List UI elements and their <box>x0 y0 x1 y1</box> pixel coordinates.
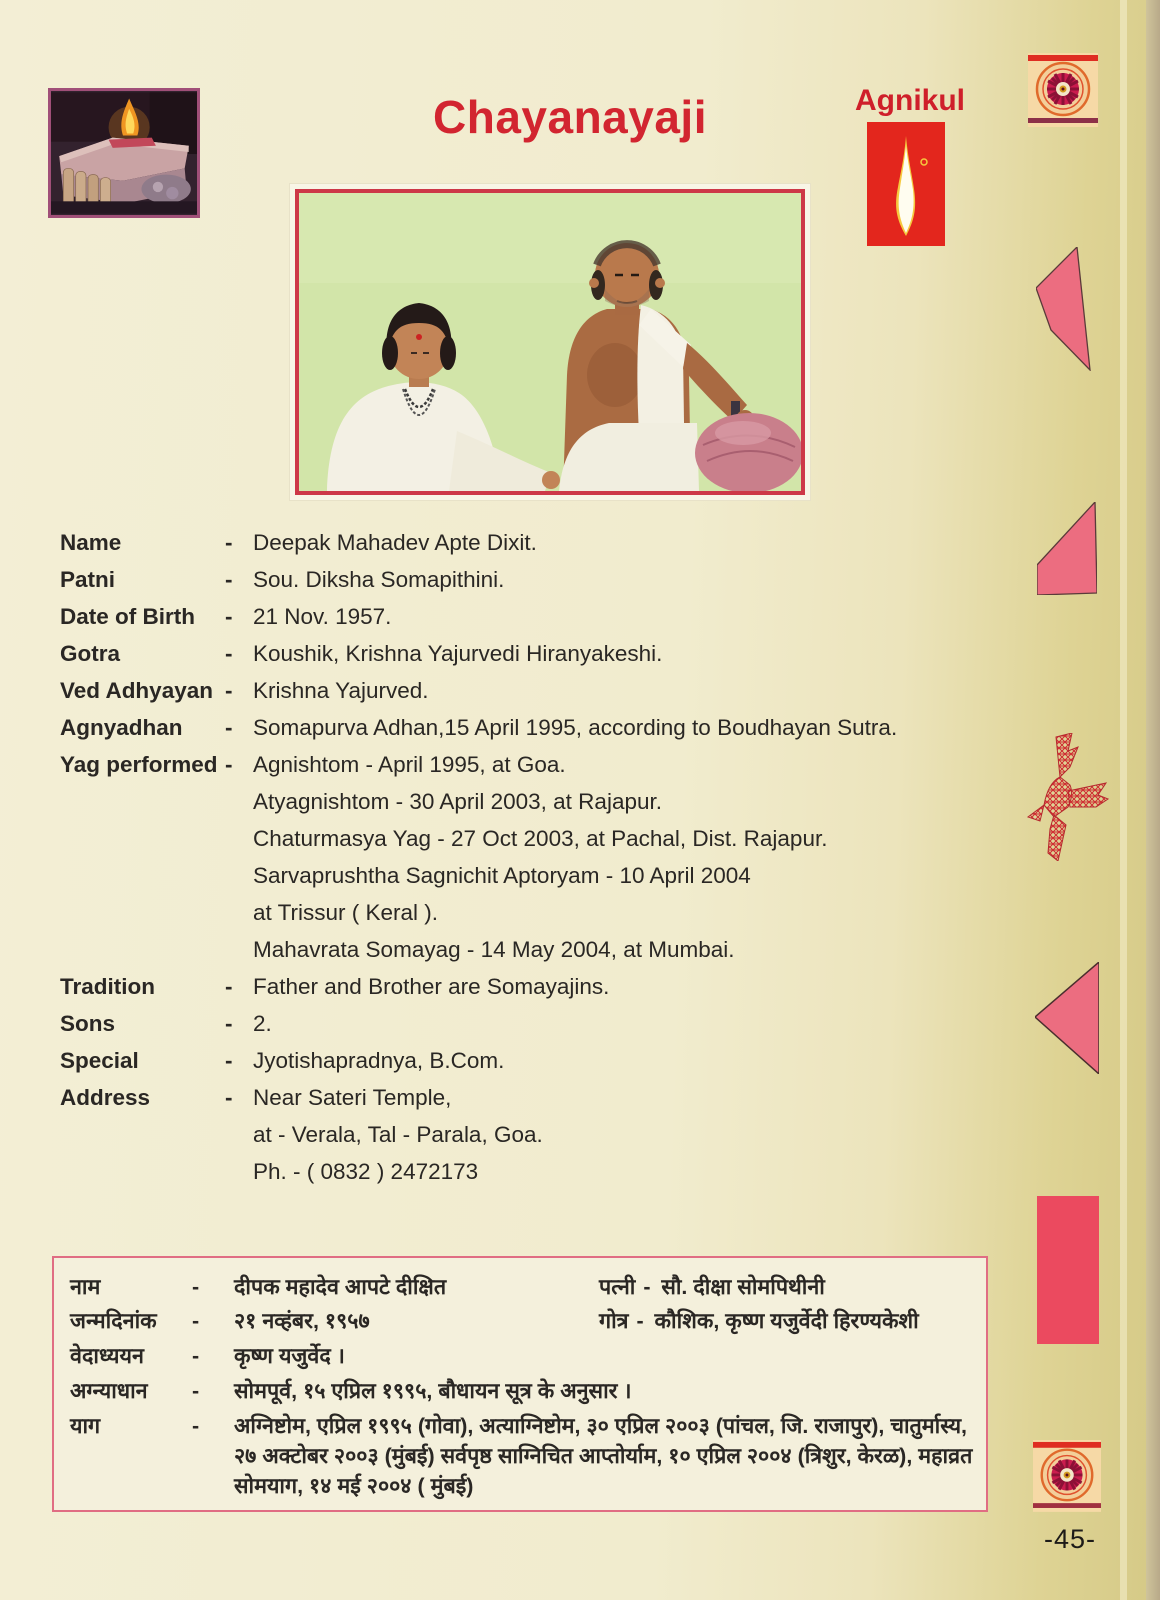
detail-row-address <box>60 1085 940 1122</box>
page-edge-highlight <box>1120 0 1127 1600</box>
dash-separator: - <box>225 604 233 629</box>
hindi-row-gotra <box>599 1306 919 1336</box>
detail-label: Date of Birth <box>60 604 195 629</box>
hindi-value: कृष्ण यजुर्वेद । <box>234 1344 345 1368</box>
detail-continuation: Mahavrata Somayag - 14 May 2004, at Mumbai. <box>253 937 735 962</box>
hindi-value: सोमपूर्व, १५ एप्रिल १९९५, बौधायन सूत्र के अनुसार । <box>234 1379 632 1403</box>
red-rectangle-shape <box>1037 1196 1099 1344</box>
hindi-value: अग्निष्टोम, एप्रिल १९९५ (गोवा), अत्याग्निष्टोम, ३० एप्रिल २००३ (पांचल, जि. राजापुर), चातुर्मास्य, २७ अक्टोबर २००३ (मुंबई) सर्वपृष्ठ साग्निचित आप्तोर्याम, १० एप्रिल २००४ (त्रिशुर, केरळ), महाव्रत सोमयाग, १४ मई २००४ ( मुंबई) <box>234 1414 973 1498</box>
detail-row-patni <box>60 567 940 604</box>
page-number: -45- <box>1043 1524 1096 1554</box>
dash-separator: - <box>225 974 233 999</box>
detail-value: 21 Nov. 1957. <box>253 604 392 629</box>
detail-value: Agnishtom - April 1995, at Goa. <box>253 752 566 777</box>
dash-separator: - <box>225 715 233 740</box>
kite-arrow-shape <box>1036 247 1092 371</box>
detail-label: Tradition <box>60 974 155 999</box>
detail-value: Jyotishapradnya, B.Com. <box>253 1048 505 1073</box>
details-list <box>60 530 940 1196</box>
fire-altar-illustration <box>51 91 197 215</box>
detail-label: Agnyadhan <box>60 715 183 740</box>
agnikul-flame-card <box>867 122 945 246</box>
hindi-value: २१ नव्हंबर, १९५७ <box>234 1309 370 1333</box>
detail-continuation: Chaturmasya Yag - 27 Oct 2003, at Pachal, Dist. Rajapur. <box>253 826 828 851</box>
detail-row-ved-adhyayan <box>60 678 940 715</box>
chakra-icon <box>1033 1440 1101 1512</box>
detail-continuation: at - Verala, Tal - Parala, Goa. <box>253 1122 543 1147</box>
detail-value: Krishna Yajurved. <box>253 678 429 703</box>
detail-value: Somapurva Adhan,15 April 1995, according to Boudhayan Sutra. <box>253 715 898 740</box>
fire-altar-photo <box>48 88 200 218</box>
detail-label: Ved Adhyayan <box>60 678 213 703</box>
hindi-label: अग्न्याधान <box>70 1379 148 1403</box>
detail-label: Address <box>60 1085 151 1110</box>
detail-continuation: Ph. - ( 0832 ) 2472173 <box>253 1159 479 1184</box>
chakra-mandala-icon-bottom <box>1033 1440 1101 1516</box>
dash-separator: - <box>225 530 233 555</box>
dash-separator: - <box>192 1309 200 1333</box>
hindi-value: दीपक महादेव आपटे दीक्षित <box>234 1275 447 1299</box>
dash-separator: - <box>192 1379 200 1403</box>
couple-photo-illustration <box>299 193 801 491</box>
dash-separator: - <box>643 1275 651 1299</box>
detail-value: Deepak Mahadev Apte Dixit. <box>253 530 537 555</box>
detail-label: Sons <box>60 1011 116 1036</box>
detail-row-special <box>60 1048 940 1085</box>
falcon-hatched-icon <box>1014 733 1118 861</box>
detail-row-tradition <box>60 974 940 1011</box>
hindi-label: पत्नी <box>599 1275 636 1299</box>
detail-value: 2. <box>253 1011 272 1036</box>
detail-row-gotra <box>60 641 940 678</box>
dash-separator: - <box>225 641 233 666</box>
detail-label: Gotra <box>60 641 121 666</box>
hindi-label: जन्मदिनांक <box>70 1309 157 1333</box>
dash-separator: - <box>192 1275 200 1299</box>
flame-icon <box>867 122 945 246</box>
detail-label: Yag performed <box>60 752 218 777</box>
detail-value: Sou. Diksha Somapithini. <box>253 567 505 592</box>
dash-separator: - <box>225 752 233 777</box>
dash-separator: - <box>192 1414 200 1438</box>
hindi-row-yag <box>70 1411 974 1501</box>
page-edge-shadow <box>1146 0 1160 1600</box>
detail-label: Name <box>60 530 122 555</box>
hindi-label: नाम <box>70 1275 101 1299</box>
detail-value: Father and Brother are Somayajins. <box>253 974 610 999</box>
detail-continuation: at Trissur ( Keral ). <box>253 900 439 925</box>
hindi-row-patni <box>599 1272 825 1302</box>
hindi-value: सौ. दीक्षा सोमपिथीनी <box>661 1275 825 1299</box>
detail-continuation: Sarvaprushtha Sagnichit Aptoryam - 10 April 2004 <box>253 863 751 888</box>
hindi-row-vedadhyayan <box>70 1341 974 1371</box>
hindi-value: कौशिक, कृष्ण यजुर्वेदी हिरण्यकेशी <box>654 1309 919 1333</box>
dash-separator: - <box>225 1011 233 1036</box>
hindi-label: गोत्र <box>599 1309 629 1333</box>
detail-label: Patni <box>60 567 116 592</box>
dash-separator: - <box>192 1344 200 1368</box>
detail-row-yag-performed <box>60 752 940 789</box>
dash-separator: - <box>225 1085 233 1110</box>
chakra-icon <box>1028 53 1098 127</box>
detail-row-agnyadhan <box>60 715 940 752</box>
detail-row-sons <box>60 1011 940 1048</box>
dash-separator: - <box>225 1048 233 1073</box>
hindi-label: वेदाध्ययन <box>70 1344 144 1368</box>
couple-photo <box>290 184 810 500</box>
wedge-shape <box>1037 502 1097 595</box>
page-title: Chayanayaji <box>433 91 707 143</box>
detail-value: Near Sateri Temple, <box>253 1085 452 1110</box>
detail-row-date-of-birth <box>60 604 940 641</box>
hindi-row-agnyadhan <box>70 1376 974 1406</box>
detail-row-name <box>60 530 940 567</box>
agnikul-label: Agnikul <box>855 84 965 117</box>
detail-label: Special <box>60 1048 139 1073</box>
hindi-row-naam <box>70 1272 974 1302</box>
dash-separator: - <box>636 1309 644 1333</box>
hindi-details-box <box>52 1256 988 1512</box>
hindi-label: याग <box>70 1414 101 1438</box>
dash-separator: - <box>225 678 233 703</box>
chakra-mandala-icon-top <box>1028 53 1098 127</box>
detail-continuation: Atyagnishtom - 30 April 2003, at Rajapur. <box>253 789 662 814</box>
detail-value: Koushik, Krishna Yajurvedi Hiranyakeshi. <box>253 641 663 666</box>
dash-separator: - <box>225 567 233 592</box>
triangle-left-shape <box>1035 962 1099 1074</box>
